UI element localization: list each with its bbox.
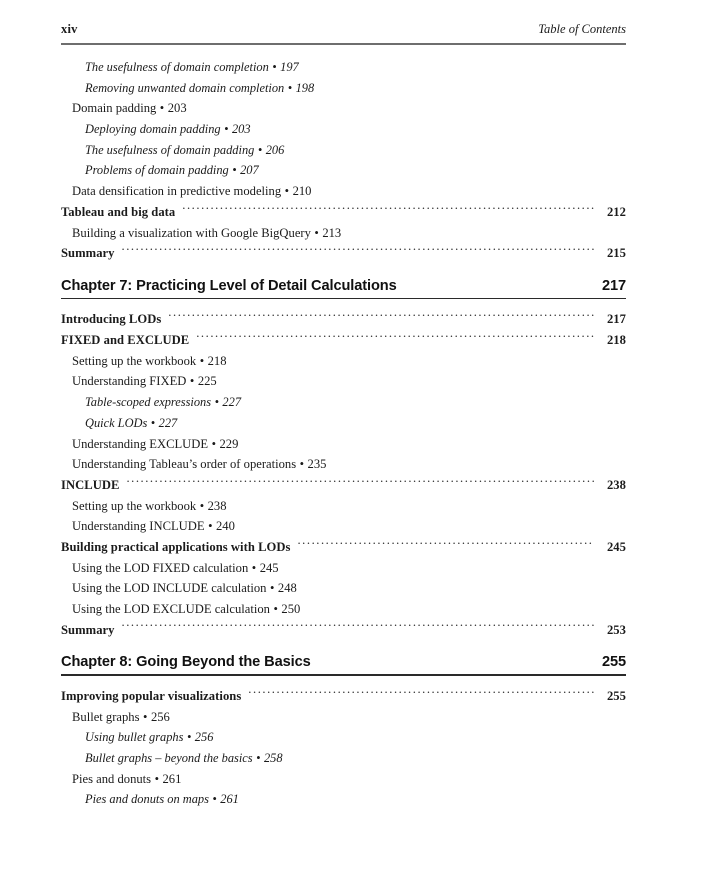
toc-entry-level-2[interactable]	[61, 578, 626, 599]
toc-entry-page-number: 203	[231, 122, 251, 137]
bullet-separator-icon: •	[272, 60, 277, 74]
toc-entry-title: Using the LOD FIXED calculation	[72, 560, 249, 575]
toc-entry-page-number: 206	[265, 142, 285, 157]
toc-entry-title: Bullet graphs – beyond the basics	[85, 750, 253, 765]
bullet-separator-icon: •	[257, 142, 263, 157]
toc-entry-level-1[interactable]	[61, 243, 626, 264]
toc-entry-title: The usefulness of domain completion	[85, 60, 269, 74]
toc-entry-page-number: 240	[215, 519, 235, 534]
bullet-separator-icon: •	[287, 80, 293, 95]
chapter-title: Chapter 7: Practicing Level of Detail Calculations	[61, 277, 397, 294]
chapter-title: Chapter 8: Going Beyond the Basics	[61, 654, 311, 671]
toc-entry-page-number: 198	[295, 80, 315, 95]
toc-entry-level-1[interactable]	[61, 620, 626, 641]
page-folio: xiv	[61, 22, 78, 36]
toc-entry-level-3[interactable]	[61, 160, 626, 181]
toc-entry-title: Understanding EXCLUDE	[72, 436, 209, 451]
bullet-separator-icon: •	[199, 498, 205, 513]
toc-entry-level-3[interactable]	[61, 748, 626, 769]
toc-entry-level-2[interactable]	[61, 98, 626, 119]
table-of-contents	[61, 57, 626, 810]
running-header	[61, 22, 626, 37]
toc-entry-title: Setting up the workbook	[72, 498, 197, 513]
toc-entry-title: Introducing LODs	[61, 312, 162, 327]
toc-entry-title: Pies and donuts	[72, 771, 152, 786]
toc-entry-title: The usefulness of domain padding	[85, 142, 255, 157]
bullet-separator-icon: •	[159, 101, 165, 116]
toc-entry-page-number: 215	[606, 246, 626, 261]
dot-leader	[122, 621, 594, 634]
toc-entry-title: FIXED and EXCLUDE	[61, 333, 190, 348]
toc-entry-level-2[interactable]	[61, 516, 626, 537]
bullet-separator-icon: •	[299, 457, 305, 472]
toc-entry-level-1[interactable]	[61, 202, 626, 223]
bullet-separator-icon: •	[269, 581, 275, 596]
bullet-separator-icon: •	[314, 225, 319, 240]
toc-entry-level-2[interactable]	[61, 558, 626, 579]
toc-entry-title: Building a visualization with Google BigQuery	[72, 225, 311, 240]
toc-entry-level-2[interactable]	[61, 769, 626, 790]
toc-entry-title: Building practical applications with LODs	[61, 539, 291, 554]
toc-entry-page-number: 213	[322, 225, 342, 240]
dot-leader	[126, 476, 594, 489]
dot-leader	[182, 203, 594, 216]
toc-entry-page-number: 255	[606, 688, 626, 703]
toc-entry-page-number: 210	[292, 184, 312, 199]
toc-entry-page-number: 256	[150, 709, 170, 724]
chapter-rule	[61, 674, 626, 676]
toc-entry-title: Bullet graphs	[72, 709, 140, 724]
chapter-page-number: 255	[601, 654, 626, 671]
chapter-heading[interactable]	[61, 278, 626, 300]
toc-entry-level-3[interactable]	[61, 57, 626, 78]
chapter-heading-row	[61, 654, 626, 674]
toc-entry-level-3[interactable]	[61, 140, 626, 161]
toc-entry-page-number: 258	[263, 750, 283, 765]
toc-entry-title: Pies and donuts on maps	[85, 792, 209, 807]
toc-entry-level-3[interactable]	[61, 392, 626, 413]
toc-entry-level-3[interactable]	[61, 789, 626, 810]
chapter-rule	[61, 298, 626, 300]
running-head-title: Table of Contents	[538, 22, 626, 36]
toc-entry-title: Understanding Tableau’s order of operations	[72, 457, 297, 472]
toc-entry-title: Domain padding	[72, 101, 157, 116]
toc-entry-level-3[interactable]	[61, 119, 626, 140]
toc-entry-page-number: 227	[158, 415, 178, 430]
toc-entry-title: Data densification in predictive modeling	[72, 184, 282, 199]
bullet-separator-icon: •	[273, 602, 278, 616]
toc-entry-title: Improving popular visualizations	[61, 688, 242, 703]
dot-leader	[297, 538, 594, 551]
toc-entry-page-number: 256	[194, 730, 214, 745]
toc-entry-level-2[interactable]	[61, 434, 626, 455]
bullet-separator-icon: •	[150, 415, 156, 430]
toc-entry-level-1[interactable]	[61, 475, 626, 496]
dot-leader	[196, 331, 594, 344]
toc-entry-level-2[interactable]	[61, 181, 626, 202]
toc-entry-title: INCLUDE	[61, 477, 120, 492]
toc-entry-level-1[interactable]	[61, 537, 626, 558]
dot-leader	[122, 245, 594, 258]
bullet-separator-icon: •	[143, 709, 148, 724]
toc-entry-title: Setting up the workbook	[72, 353, 197, 368]
toc-entry-page-number: 225	[197, 374, 217, 389]
chapter-heading-row	[61, 278, 626, 298]
toc-entry-page-number: 245	[606, 539, 626, 554]
toc-entry-page-number: 261	[220, 792, 239, 807]
bullet-separator-icon: •	[256, 750, 261, 765]
toc-entry-title: Understanding FIXED	[72, 374, 187, 389]
bullet-separator-icon: •	[189, 374, 195, 389]
toc-entry-page-number: 197	[280, 60, 299, 74]
bullet-separator-icon: •	[284, 184, 290, 199]
toc-entry-page-number: 235	[307, 457, 327, 472]
toc-entry-level-3[interactable]	[61, 413, 626, 434]
toc-entry-page-number: 218	[606, 333, 626, 348]
toc-entry-page-number: 227	[222, 395, 242, 410]
toc-entry-page-number: 212	[606, 204, 626, 219]
toc-entry-level-1[interactable]	[61, 309, 626, 330]
toc-entry-title: Removing unwanted domain completion	[85, 80, 285, 95]
toc-entry-level-2[interactable]	[61, 223, 626, 244]
toc-entry-title: Using bullet graphs	[85, 730, 184, 745]
toc-entry-level-2[interactable]	[61, 599, 626, 620]
toc-entry-page-number: 217	[606, 312, 626, 327]
toc-entry-title: Using the LOD EXCLUDE calculation	[72, 602, 270, 616]
dot-leader	[248, 687, 594, 700]
bullet-separator-icon: •	[214, 395, 219, 410]
toc-entry-page-number: 229	[219, 436, 239, 451]
toc-entry-level-2[interactable]	[61, 351, 626, 372]
bullet-separator-icon: •	[154, 771, 159, 786]
toc-entry-title: Problems of domain padding	[85, 163, 229, 178]
toc-entry-level-1[interactable]	[61, 686, 626, 707]
toc-entry-title: Tableau and big data	[61, 204, 176, 219]
dot-leader	[168, 311, 594, 324]
toc-entry-title: Deploying domain padding	[85, 122, 221, 137]
toc-entry-title: Understanding INCLUDE	[72, 519, 205, 534]
toc-entry-page-number: 250	[281, 602, 301, 616]
toc-entry-level-1[interactable]	[61, 330, 626, 351]
toc-entry-page-number: 203	[167, 101, 187, 116]
toc-entry-page-number: 207	[240, 163, 259, 178]
toc-entry-title: Summary	[61, 622, 115, 637]
toc-entry-page-number: 238	[606, 477, 626, 492]
toc-entry-level-2[interactable]	[61, 454, 626, 475]
bullet-separator-icon: •	[199, 353, 205, 368]
toc-entry-title: Table-scoped expressions	[85, 395, 212, 410]
toc-entry-level-2[interactable]	[61, 496, 626, 517]
toc-entry-page-number: 248	[277, 581, 297, 596]
toc-entry-level-3[interactable]	[61, 78, 626, 99]
chapter-heading[interactable]	[61, 654, 626, 676]
bullet-separator-icon: •	[186, 730, 192, 745]
toc-entry-title: Using the LOD INCLUDE calculation	[72, 581, 267, 596]
bullet-separator-icon: •	[232, 163, 237, 178]
header-rule	[61, 43, 626, 45]
toc-entry-page-number: 245	[259, 560, 279, 575]
bullet-separator-icon: •	[251, 560, 257, 575]
chapter-page-number: 217	[601, 277, 626, 294]
bullet-separator-icon: •	[211, 436, 216, 451]
bullet-separator-icon: •	[212, 792, 217, 807]
toc-entry-page-number: 238	[207, 498, 227, 513]
toc-entry-page-number: 261	[162, 771, 182, 786]
toc-entry-page-number: 218	[207, 353, 227, 368]
toc-entry-level-2[interactable]	[61, 707, 626, 728]
toc-entry-page-number: 253	[606, 622, 626, 637]
toc-entry-level-3[interactable]	[61, 727, 626, 748]
toc-entry-title: Summary	[61, 246, 115, 261]
bullet-separator-icon: •	[224, 122, 229, 137]
toc-entry-title: Quick LODs	[85, 415, 148, 430]
toc-entry-level-2[interactable]	[61, 371, 626, 392]
bullet-separator-icon: •	[208, 519, 213, 534]
